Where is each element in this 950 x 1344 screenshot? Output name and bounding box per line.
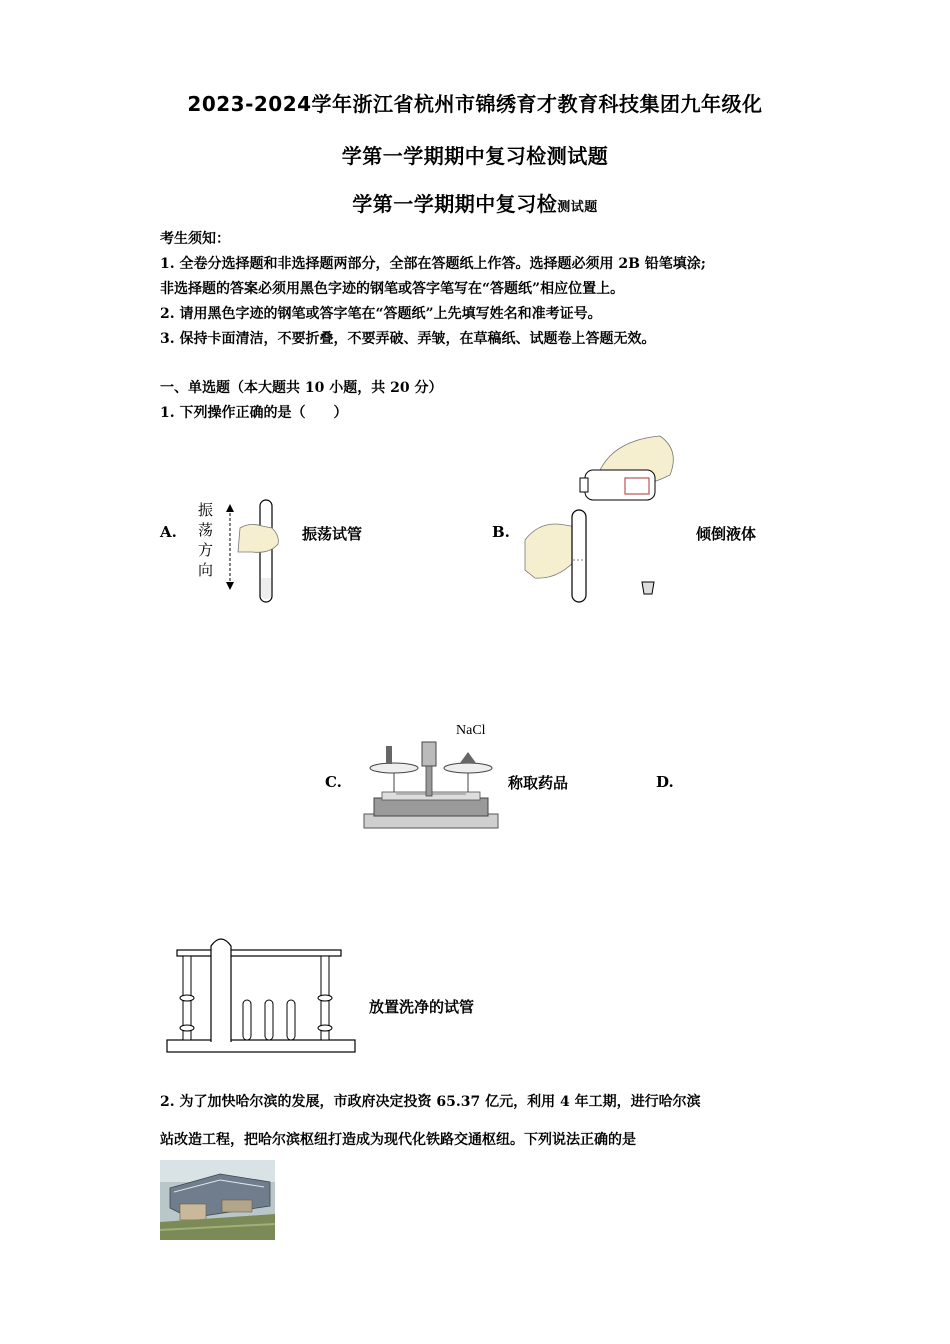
shake-char-1: 振	[198, 501, 214, 519]
nacl-pile	[460, 752, 476, 763]
rack-top-bar	[177, 950, 341, 956]
option-d-caption: 放置洗净的试管	[369, 998, 475, 1016]
arrow-double-icon	[226, 504, 234, 590]
upright-tube-3	[287, 1000, 295, 1040]
reagent-label-nacl: NaCl	[456, 723, 486, 738]
inverted-test-tube	[211, 939, 231, 1042]
title-line3-main: 学第一学期期中复习检	[352, 192, 558, 216]
page-title-line2: 学第一学期期中复习检测试题	[341, 144, 609, 168]
rack-base	[167, 1040, 355, 1052]
option-a-letter: A.	[160, 523, 177, 541]
left-pan	[370, 763, 418, 773]
shake-char-4: 向	[198, 561, 214, 579]
reagent-bottle-shape	[585, 470, 655, 500]
test-tube-rack-figure	[165, 936, 360, 1058]
question-2-stem-a: 2. 为了加快哈尔滨的发展，市政府决定投资 65.37 亿元，利用 4 年工期，进行哈尔滨	[160, 1094, 701, 1110]
shake-char-3: 方	[198, 541, 214, 559]
notice-item-3: 3. 保持卡面清洁，不要折叠，不要弄破、弄皱，在草稿纸、试题卷上答题无效。	[160, 331, 656, 347]
upright-tube-2	[265, 1000, 273, 1040]
harbin-station-photo	[160, 1160, 275, 1240]
option-b-letter: B.	[492, 523, 510, 541]
balance-figure	[362, 738, 502, 830]
title-line3-suffix: 测试题	[557, 200, 598, 215]
hand-shape	[238, 524, 278, 552]
balance-pointer	[422, 742, 436, 766]
notice-heading: 考生须知：	[160, 231, 230, 247]
option-c-caption: 称取药品	[508, 774, 569, 792]
shake-char-2: 荡	[198, 521, 214, 539]
page-title-line1: 2023-2024学年浙江省杭州市锦绣育才教育科技集团九年级化	[187, 92, 763, 116]
question-2-stem-b: 站改造工程，把哈尔滨枢纽打造成为现代化铁路交通枢纽。下列说法正确的是	[160, 1132, 636, 1148]
shake-direction-label	[198, 500, 213, 580]
option-b-caption: 倾倒液体	[696, 525, 757, 543]
shake-test-tube-figure	[220, 498, 290, 608]
pour-liquid-figure	[520, 430, 700, 610]
option-c-letter: C.	[325, 773, 342, 791]
test-tube-shape-b	[572, 510, 586, 602]
notice-item-1a: 1. 全卷分选择题和非选择题两部分，全部在答题纸上作答。选择题必须用 2B 铅笔填涂;	[160, 256, 706, 272]
right-pan	[444, 763, 492, 773]
section-heading: 一、单选题（本大题共 10 小题，共 20 分）	[160, 380, 443, 396]
weight-shape	[386, 746, 392, 764]
option-d-letter: D.	[656, 773, 674, 791]
stopper-shape	[642, 582, 654, 594]
option-a-caption: 振荡试管	[302, 525, 363, 543]
question-1-stem: 1. 下列操作正确的是（ ）	[160, 405, 348, 421]
page-title-line3	[0, 188, 950, 217]
upright-tube-1	[243, 1000, 251, 1040]
notice-item-2: 2. 请用黑色字迹的钢笔或答字笔在“答题纸”上先填写姓名和准考证号。	[160, 306, 602, 322]
notice-item-1b: 非选择题的答案必须用黑色字迹的钢笔或答字笔写在“答题纸”相应位置上。	[160, 281, 625, 297]
